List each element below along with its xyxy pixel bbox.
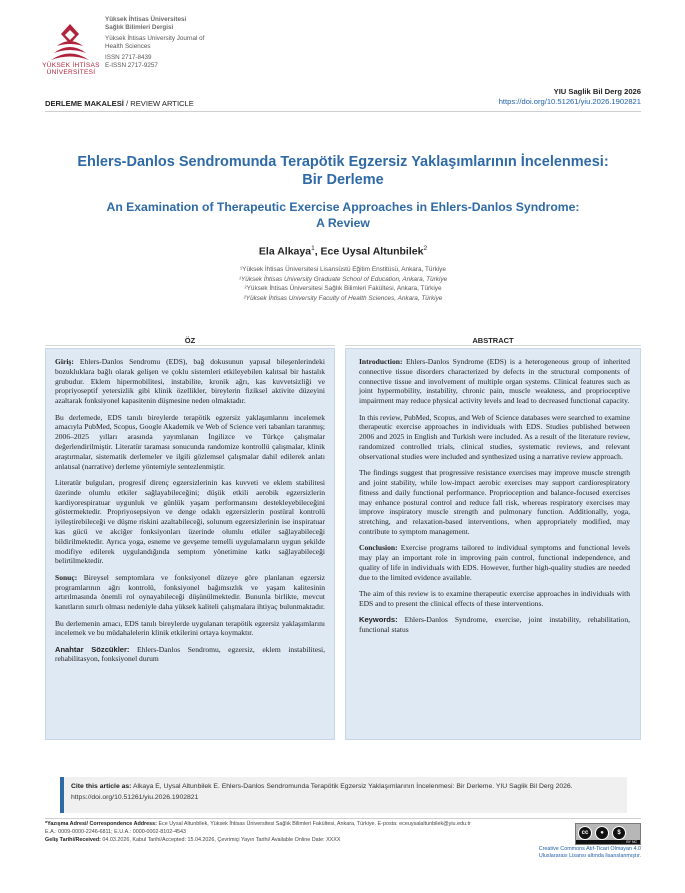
- footer-divider: [45, 818, 641, 819]
- dates-text: 04.03.2026, Kabul Tarihi/Accepted: 15.04.2026, Çevrimiçi Yayın Tarihi/ Available Online Date: XXXX: [100, 837, 341, 844]
- received-label: Geliş Tarihi/Received:: [45, 837, 101, 844]
- cc-by-label: BY: [626, 840, 631, 844]
- oz-intro-label: Giriş:: [55, 357, 74, 366]
- abstract-conclusion-text: Exercise programs tailored to individual symptoms and functional levels may play an important role in improving pain control, functional independence, and quality of life in individuals with EDS. However, further high-quality studies are needed due to the limited evidence available.: [359, 543, 630, 582]
- article-type-separator: /: [123, 99, 131, 108]
- footnotes: [45, 820, 545, 845]
- title-turkish: [45, 153, 641, 189]
- journal-abbrev: YIU Saglik Bil Derg 2026: [553, 87, 641, 96]
- cc-icon-row: [578, 826, 626, 840]
- issn-block: [105, 54, 204, 69]
- journal-name-tr-line1: Yüksek İhtisas Üniversitesi: [105, 16, 187, 23]
- abstract-paragraph-2: In this review, PubMed, Scopus, and Web of Science databases were searched to examine therapeutic exercise approaches in individuals with EDS. Studies published between 2006 and 2025 in English and Turkish were included. As a result of the literature review, randomized controlled trials, clinical studies, systematic reviews, and relevant observational studies were included and synthesized using a narrative review approach.: [359, 412, 630, 461]
- issn: ISSN 2717-8439: [105, 54, 152, 62]
- journal-info: [105, 16, 204, 70]
- journal-name-en-line1: Yüksek İhtisas University Journal of: [105, 35, 205, 43]
- title-en-line2: A Review: [316, 215, 370, 230]
- cite-line: [71, 781, 620, 792]
- author-2: Ece Uysal Altunbilek: [320, 245, 424, 258]
- title-english: [45, 200, 641, 231]
- article-type-tr: DERLEME MAKALESİ: [45, 99, 124, 108]
- cite-text: Alkaya E, Uysal Altunbilek E. Ehlers-Danlos Sendromunda Terapötik Egzersiz Yaklaşımlarının İncelenmesi: Bir Derleme. YIU Saglik Bil Derg 2026.: [131, 783, 573, 790]
- cite-box: [60, 777, 627, 813]
- logo-caption-line2: ÜNİVERSİTESİ: [46, 69, 96, 76]
- doi-link[interactable]: https://doi.org/10.51261/yiu.2026.1902821: [498, 97, 641, 106]
- journal-name-tr: [105, 16, 204, 31]
- journal-name-en: [105, 35, 204, 50]
- abstract-paragraph-5: The aim of this review is to examine therapeutic exercise approaches in individuals with EDS and to present the clinical effects of these interventions.: [359, 589, 630, 608]
- eissn: E-ISSN 2717-9257: [105, 61, 158, 69]
- oz-paragraph-3: Literatür bulguları, progresif direnç egzersizlerinin kas kuvveti ve eklem stabilitesi üzerinde olumlu etkiler sağlayabileceğini; düşük etkili aerobik egzersizlerin kardiyorespiratuar uygunluk ve günlük yaşam performansını destekleyebileceğini göstermektedir. Propriyosepsiyon ve denge odaklı egzersizlerin postüral kontrolü iyileştirebileceği ve düşme riskini azaltabileceği, solunum egzersizlerinin ise inspiratuar kas gücü ve akciğer fonksiyonları üzerinde olumlu etkiler sağlayabileceği bildirilmektedir. Ayrıca yoga, esneme ve gevşeme temelli uygulamaların uygun şekilde modifiye edilerek uygulandığında semptom yönetimine katkı sağlayabileceği belirtilmektedir.: [55, 477, 325, 566]
- header-divider: [45, 111, 641, 112]
- title-tr-line2: Bir Derleme: [302, 172, 384, 188]
- affiliation-1-tr: ¹Yüksek İhtisas Üniversitesi Lisansüstü Eğitim Enstitüsü, Ankara, Türkiye: [240, 266, 446, 273]
- author-1: Ela Alkaya: [258, 245, 312, 258]
- oz-conclusion-text: Bireysel semptomlara ve fonksiyonel düzeye göre planlanan egzersiz programlarının ağrı kontrolü, fonksiyonel bağımsızlık ve yaşam kalitesinin artırılmasında önemli rol oynayabileceği düşünülmektedir. Bununla birlikte, mevcut kanıtların sınırlı olması nedeniyle daha yüksek kaliteli çalışmalara ihtiyaç bulunmaktadır.: [55, 572, 325, 612]
- abstract-conclusion-label: Conclusion:: [359, 543, 398, 553]
- abstract-box: [345, 348, 641, 740]
- correspondence-label: *Yazışma Adresi/ Correspondence Address:: [45, 821, 157, 827]
- oz-paragraph-4: [55, 573, 325, 612]
- cite-label: Cite this article as:: [71, 783, 132, 790]
- journal-name-en-line2: Health Sciences: [105, 42, 151, 50]
- abstract-keywords-text: Ehlers-Danlos Syndrome, exercise, joint instability, rehabilitation, functional status: [359, 615, 630, 635]
- oz-heading: ÖZ: [184, 336, 196, 345]
- abstract-paragraph-4: [359, 543, 630, 582]
- oz-paragraph-2: Bu derlemede, EDS tanılı bireylerde terapötik egzersiz yaklaşımlarını incelemek amacıyla PubMed, Scopus, Google Akademik ve Web of Science veri tabanları taranmış; 2006–2025 yılları arasında yayımlanan İngilizce ve Türkçe çalışmalar değerlendirilmiştir. Literatür taraması sonucunda randomize kontrollü çalışmalar, klinik araştırmalar, sistematik derlemeler ve ilgili gözlemsel çalışmalar dahil edilerek anlatı anlatısal (narrative) derleme yöntemiyle sentezlenmiştir.: [55, 412, 325, 471]
- author-2-affil: 2: [423, 245, 428, 252]
- oz-keywords-label: Anahtar Sözcükler:: [55, 644, 130, 654]
- logo-caption-line1: YÜKSEK İHTİSAS: [42, 62, 100, 69]
- article-type: [45, 99, 194, 108]
- abstract-keywords-label: Keywords:: [359, 615, 398, 625]
- abstract-paragraph-1: [359, 357, 630, 406]
- authors: [45, 245, 641, 258]
- author-separator: ,: [314, 245, 321, 258]
- nc-circle-icon: $: [612, 826, 626, 840]
- abstract-paragraph-3: The findings suggest that progressive resistance exercises may improve muscle strength and joint stability, while low-impact aerobic exercises may support cardiorespiratory fitness and daily functional performance. Proprioception and balance-focused exercises may enhance postural control and reduce fall risk, whereas respiratory exercises may improve inspiratory muscle strength and pulmonary function. Additionally, yoga, stretching, and relaxation-based interventions, when appropriately modified, may contribute to symptom management.: [359, 468, 630, 536]
- license-text[interactable]: [539, 846, 641, 860]
- article-type-en: REVIEW ARTICLE: [130, 99, 194, 108]
- abstract-intro-text: Ehlers-Danlos Syndrome (EDS) is a heterogeneous group of inherited connective tissue disorders characterized by defects in the structural components of connective tissue and involvement of multiple organ systems. Clinical features such as joint hypermobility, instability, chronic pain, muscle weakness, and proprioceptive impairment may reduce physical activity levels and lead to decreased functional capacity.: [359, 357, 630, 406]
- abstract-intro-label: Introduction:: [359, 357, 403, 366]
- oz-paragraph-1: [55, 357, 325, 406]
- logo-caption: [41, 62, 101, 76]
- article-dates: [45, 836, 545, 844]
- abstract-keywords: [359, 615, 630, 635]
- affiliations: [45, 265, 641, 303]
- oz-keywords: [55, 645, 325, 665]
- oz-conclusion-label: Sonuç:: [55, 572, 78, 582]
- author-1-affil: 1: [311, 245, 315, 252]
- correspondence-text: Ece Uysal Altunbilek, Yüksek İhtisas Üniversitesi Sağlık Bilimleri Fakültesi, Ankara, Türkiye. E-posta: eceuysalaltunbilek@yiu.edu.tr: [156, 821, 471, 827]
- oz-keywords-text: Ehlers-Danlos Sendromu, egzersiz, eklem instabilitesi, rehabilitasyon, fonksiyonel durum: [55, 644, 326, 664]
- journal-citation-header: [499, 87, 641, 107]
- orcid-ids: E.A.: 0009-0000-2246-6811; E.U.A.: 0000-0002-8102-4543: [45, 829, 187, 836]
- cc-by-nc-icon[interactable]: [575, 823, 641, 845]
- abstract-heading-rule: [345, 345, 641, 346]
- oz-heading-rule: [45, 345, 335, 346]
- cc-nc-label: NC: [631, 840, 637, 844]
- oz-paragraph-5: Bu derlemenin amacı, EDS tanılı bireylerde uygulanan terapötik egzersiz yaklaşımlarını incelemek ve bu müdahalelerin klinik etkilerini ortaya koymaktır.: [55, 618, 325, 638]
- license-line2: Uluslararası Lisansı altında lisanslanmıştır.: [538, 853, 641, 860]
- person-icon: ●: [595, 826, 609, 840]
- cc-strip: [576, 840, 640, 844]
- license-line1: Creative Commons Atıf-Ticari Olmayan 4.0: [538, 846, 641, 852]
- journal-name-tr-line2: Sağlık Bilimleri Dergisi: [105, 23, 174, 31]
- title-tr-line1: Ehlers-Danlos Sendromunda Terapötik Egzersiz Yaklaşımlarının İncelenmesi:: [77, 154, 609, 170]
- correspondence: [45, 820, 545, 828]
- oz-box: [45, 348, 335, 740]
- cite-doi-link[interactable]: https://doi.org/10.51261/yiu.2026.1902821: [71, 794, 199, 801]
- affiliation-2-en: ²Yüksek İhtisas University Faculty of Health Sciences, Ankara, Türkiye: [243, 294, 443, 302]
- affiliation-1-en: ¹Yüksek İhtisas University Graduate School of Education, Ankara, Türkiye: [238, 275, 448, 283]
- title-en-line1: An Examination of Therapeutic Exercise Approaches in Ehlers-Danlos Syndrome:: [106, 200, 580, 214]
- abstract-heading: ABSTRACT: [472, 336, 514, 345]
- oz-intro-text: Ehlers-Danlos Sendromu (EDS), bağ dokusunun yapısal bileşenlerindeki bozukluklara bağlı olarak gelişen ve çoklu sistemleri etkileyebilen kalıtsal bir hastalık grubudur. Eklem hipermobilitesi, instabilite, kronik ağrı, kas kuvvetsizliği ve propriyoseptif yetersizlik gibi klinik özellikler, bireylerin fiziksel aktivite düzeyini azaltarak fonksiyonel kapasitenin düşmesine neden olmaktadır.: [55, 357, 325, 406]
- cc-circle-icon: cc: [578, 826, 592, 840]
- affiliation-2-tr: ²Yüksek İhtisas Üniversitesi Sağlık Bilimleri Fakültesi, Ankara, Türkiye: [244, 285, 442, 293]
